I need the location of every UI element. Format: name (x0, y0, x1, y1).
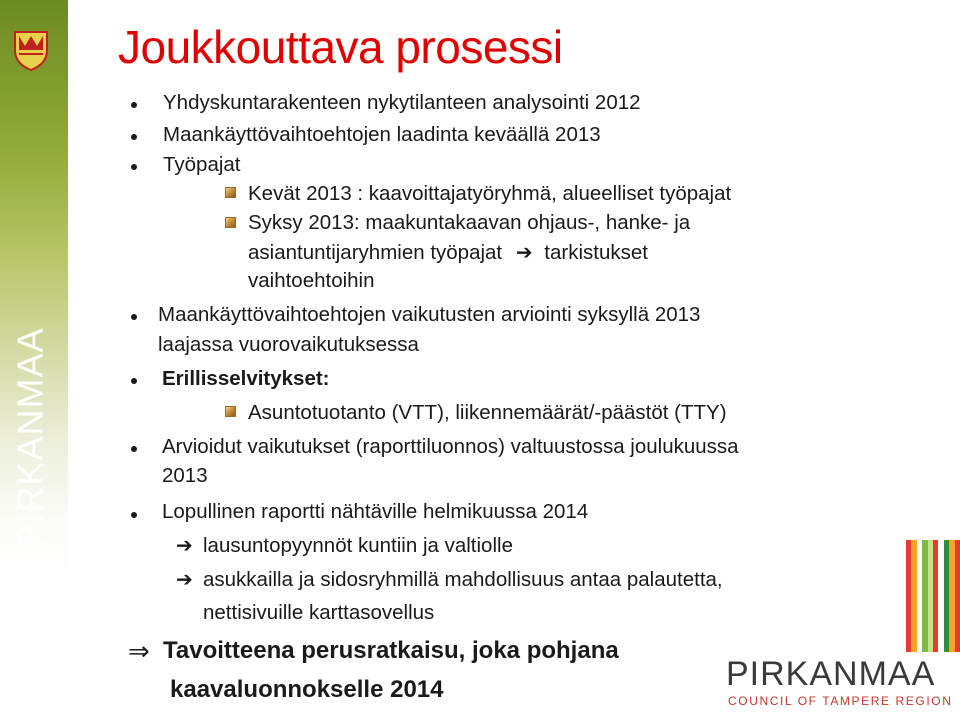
bullet-item-cont: 2013 (162, 464, 208, 487)
sub-bullet-text: asiantuntijaryhmien työpajat (248, 241, 503, 264)
side-brand (6, 318, 56, 558)
side-banner (0, 0, 68, 720)
sub-bullet-item-cont (248, 240, 648, 265)
arrow-item: lausuntopyynnöt kuntiin ja valtiolle (203, 534, 513, 557)
bullet-icon (131, 378, 137, 384)
right-arrow-icon: ➔ (176, 535, 193, 557)
bullet-icon (131, 512, 137, 518)
goal-text-cont: kaavaluonnokselle 2014 (170, 676, 444, 703)
side-brand-text: PIRKANMAA (10, 327, 52, 549)
bullet-icon (131, 134, 137, 140)
bullet-item: Arvioidut vaikutukset (raporttiluonnos) valtuustossa joulukuussa (162, 435, 739, 458)
bullet-item: Yhdyskuntarakenteen nykytilanteen analysointi 2012 (163, 91, 641, 114)
right-arrow-icon: ➔ (176, 569, 193, 591)
bullet-item: Maankäyttövaihtoehtojen vaikutusten arviointi syksyllä 2013 (158, 303, 701, 326)
bullet-icon (131, 314, 137, 320)
bullet-icon (131, 164, 137, 170)
bullet-item: Työpajat (163, 153, 241, 176)
arrow-item: asukkailla ja sidosryhmillä mahdollisuus antaa palautetta, (203, 568, 723, 591)
implies-arrow-icon: ⇒ (128, 636, 150, 666)
square-bullet-icon (225, 217, 236, 228)
logo-name: PIRKANMAA (726, 655, 936, 693)
crest-icon (11, 30, 51, 72)
sub-bullet-item-cont: vaihtoehtoihin (248, 269, 375, 292)
square-bullet-icon (225, 187, 236, 198)
sub-bullet-item: Asuntotuotanto (VTT), liikennemäärät/-päästöt (TTY) (248, 401, 727, 424)
bullet-icon (131, 102, 137, 108)
logo-subtitle: COUNCIL OF TAMPERE REGION (728, 694, 953, 708)
square-bullet-icon (225, 406, 236, 417)
sub-bullet-text: tarkistukset (544, 241, 648, 264)
bullet-item: Maankäyttövaihtoehtojen laadinta keväällä 2013 (163, 123, 601, 146)
decorative-stripes (906, 540, 960, 652)
bullet-icon (131, 446, 137, 452)
sub-bullet-item: Syksy 2013: maakuntakaavan ohjaus-, hanke- ja (248, 211, 691, 234)
sub-bullet-item: Kevät 2013 : kaavoittajatyöryhmä, alueelliset työpajat (248, 182, 732, 205)
arrow-item-cont: nettisivuille karttasovellus (203, 601, 435, 624)
slide-title: Joukkouttava prosessi (118, 21, 563, 73)
bullet-item: Lopullinen raportti nähtäville helmikuussa 2014 (162, 500, 589, 523)
right-arrow-icon: ➔ (515, 242, 533, 264)
bullet-item: Erillisselvitykset: (162, 367, 330, 390)
goal-text: Tavoitteena perusratkaisu, joka pohjana (163, 637, 619, 664)
bullet-item-cont: laajassa vuorovaikutuksessa (158, 333, 419, 356)
